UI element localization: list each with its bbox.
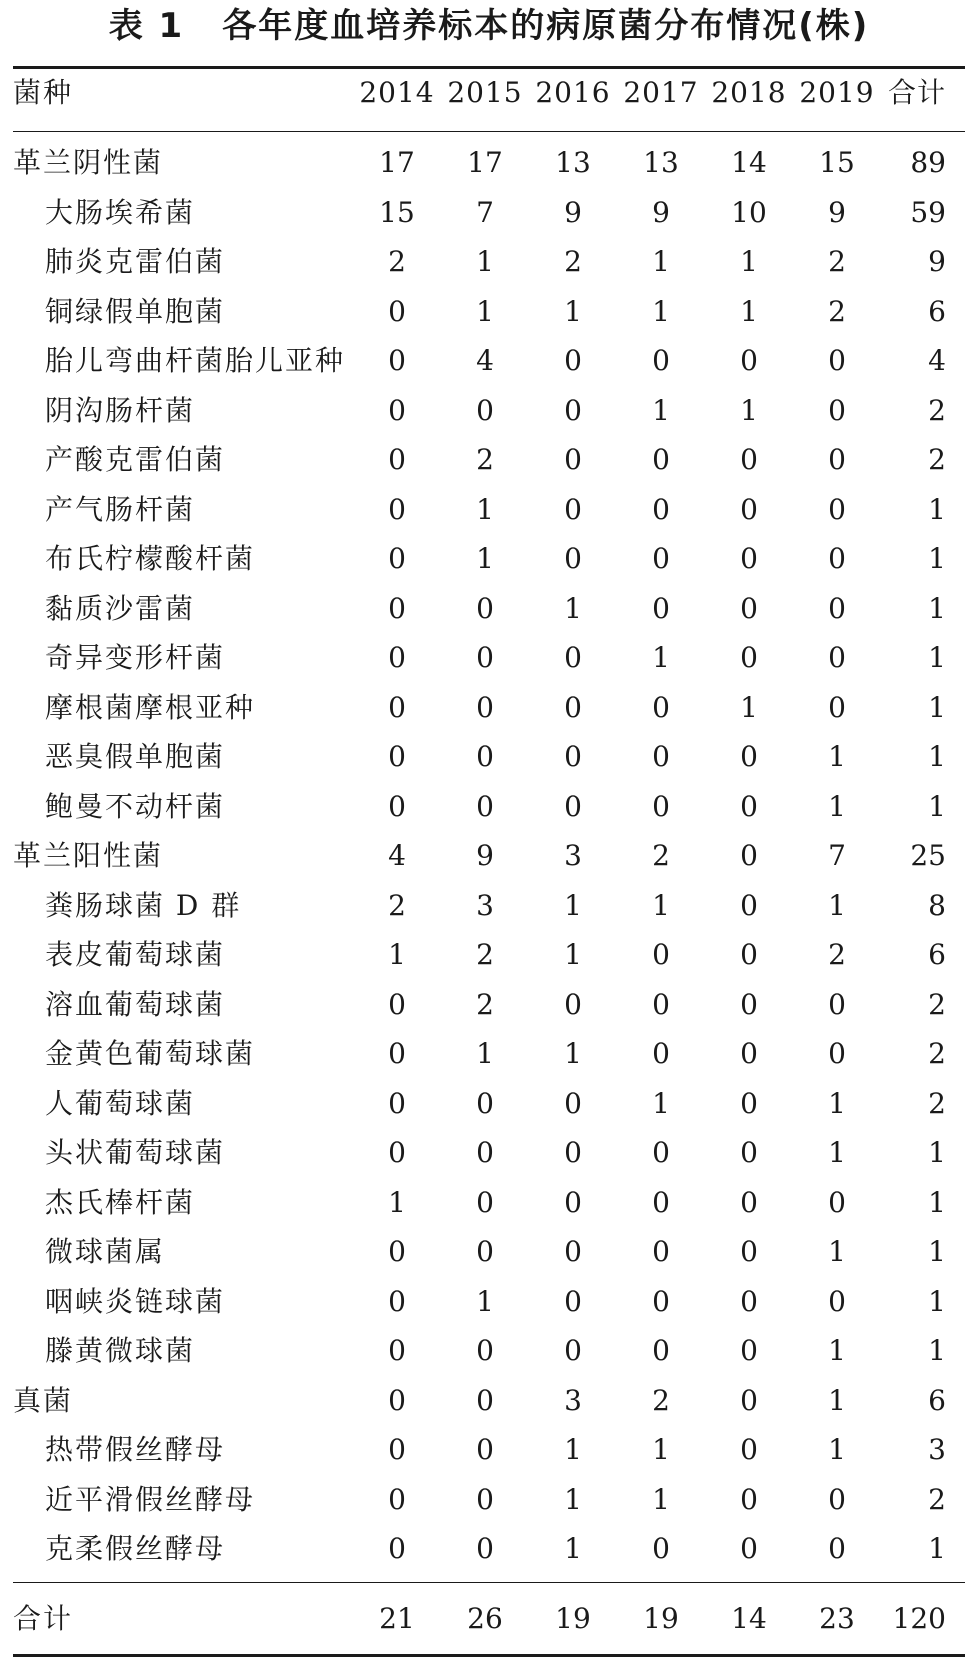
count-cell-2014: 0 [388, 740, 406, 773]
count-cell-2018: 1 [740, 394, 758, 427]
count-cell-2016: 13 [555, 146, 591, 179]
count-cell-2018: 0 [740, 1136, 758, 1169]
count-cell-2019: 0 [828, 344, 846, 377]
count-cell-2017: 0 [652, 988, 670, 1021]
count-cell-2019: 0 [828, 988, 846, 1021]
header-total: 合计 [887, 76, 946, 109]
count-cell-2016: 0 [564, 691, 582, 724]
species-name: 表皮葡萄球菌 [45, 938, 226, 971]
count-cell-2015: 1 [476, 493, 494, 526]
count-cell-2014: 0 [388, 1136, 406, 1169]
count-cell-2019: 0 [828, 493, 846, 526]
species-row [0, 1475, 978, 1525]
count-cell-2016: 0 [564, 542, 582, 575]
species-row [0, 1425, 978, 1475]
species-row [0, 683, 978, 733]
count-cell-2015: 1 [476, 542, 494, 575]
count-cell-2015: 2 [476, 443, 494, 476]
count-cell-2014: 1 [388, 938, 406, 971]
species-name: 热带假丝酵母 [45, 1433, 226, 1466]
count-cell-2016: 1 [564, 295, 582, 328]
count-cell-2015: 0 [476, 1334, 494, 1367]
count-cell-2019: 1 [828, 1235, 846, 1268]
row-total-cell: 1 [928, 493, 946, 526]
count-cell-2015: 1 [476, 295, 494, 328]
header-rule [13, 131, 965, 132]
count-cell-2017: 1 [652, 394, 670, 427]
count-cell-2014: 17 [379, 146, 415, 179]
count-cell-2016: 0 [564, 394, 582, 427]
count-cell-2019: 2 [828, 295, 846, 328]
count-cell-2017: 0 [652, 542, 670, 575]
count-cell-2014: 0 [388, 443, 406, 476]
count-cell-2014: 0 [388, 1433, 406, 1466]
count-cell-2018: 0 [740, 1087, 758, 1120]
row-total-cell: 1 [928, 740, 946, 773]
count-cell-2014: 0 [388, 988, 406, 1021]
row-total-cell: 1 [928, 542, 946, 575]
count-cell-2015: 0 [476, 1087, 494, 1120]
count-cell-2015: 4 [476, 344, 494, 377]
count-cell-2016: 9 [564, 196, 582, 229]
count-cell-2014: 2 [388, 245, 406, 278]
species-row [0, 485, 978, 535]
species-row [0, 782, 978, 832]
count-cell-2018: 0 [740, 889, 758, 922]
species-row [0, 534, 978, 584]
count-cell-2017: 1 [652, 245, 670, 278]
species-name: 近平滑假丝酵母 [45, 1483, 256, 1516]
count-cell-2014: 0 [388, 1087, 406, 1120]
category-row [0, 831, 978, 881]
count-cell-2014: 0 [388, 691, 406, 724]
row-total-cell: 4 [928, 344, 946, 377]
header-year-2017: 2017 [623, 76, 699, 109]
species-name: 铜绿假单胞菌 [45, 295, 226, 328]
category-name: 革兰阴性菌 [13, 146, 164, 179]
count-cell-2016: 0 [564, 988, 582, 1021]
count-cell-2019: 0 [828, 691, 846, 724]
count-cell-2019: 1 [828, 1433, 846, 1466]
species-name: 产酸克雷伯菌 [45, 443, 226, 476]
count-cell-2018: 0 [740, 493, 758, 526]
count-cell-2015: 0 [476, 1532, 494, 1565]
species-name: 黏质沙雷菌 [45, 592, 196, 625]
table-title [0, 4, 978, 48]
count-cell-2018: 1 [740, 295, 758, 328]
species-name: 大肠埃希菌 [45, 196, 196, 229]
count-cell-2015: 0 [476, 790, 494, 823]
table-caption: 各年度血培养标本的病原菌分布情况(株) [222, 6, 870, 46]
count-cell-2017: 2 [652, 839, 670, 872]
count-cell-2016: 0 [564, 344, 582, 377]
count-cell-2014: 0 [388, 790, 406, 823]
count-cell-2019: 9 [828, 196, 846, 229]
total-row [0, 1594, 978, 1644]
count-cell-2015: 1 [476, 1285, 494, 1318]
count-cell-2017: 0 [652, 740, 670, 773]
count-cell-2015: 0 [476, 394, 494, 427]
species-row [0, 1029, 978, 1079]
row-total-cell: 2 [928, 443, 946, 476]
species-row [0, 1079, 978, 1129]
count-cell-2016: 0 [564, 1136, 582, 1169]
count-cell-2016: 0 [564, 641, 582, 674]
count-cell-2016: 0 [564, 740, 582, 773]
count-cell-2018: 0 [740, 1235, 758, 1268]
count-cell-2018: 10 [731, 196, 767, 229]
species-name: 奇异变形杆菌 [45, 641, 226, 674]
count-cell-2017: 1 [652, 641, 670, 674]
count-cell-2016: 2 [564, 245, 582, 278]
count-cell-2016: 0 [564, 443, 582, 476]
count-cell-2018: 0 [740, 542, 758, 575]
count-cell-2015: 0 [476, 691, 494, 724]
count-cell-2015: 0 [476, 1235, 494, 1268]
species-name: 人葡萄球菌 [45, 1087, 196, 1120]
species-name: 杰氏棒杆菌 [45, 1186, 196, 1219]
count-cell-2014: 2 [388, 889, 406, 922]
row-total-cell: 2 [928, 1037, 946, 1070]
species-row [0, 1524, 978, 1574]
row-total-cell: 25 [910, 839, 946, 872]
total-row-label: 合计 [13, 1602, 74, 1635]
row-total-cell: 1 [928, 790, 946, 823]
total-2018: 14 [731, 1602, 767, 1635]
row-total-cell: 1 [928, 1136, 946, 1169]
species-name: 阴沟肠杆菌 [45, 394, 196, 427]
count-cell-2016: 0 [564, 1235, 582, 1268]
count-cell-2015: 2 [476, 938, 494, 971]
category-row [0, 1376, 978, 1426]
species-row [0, 188, 978, 238]
count-cell-2017: 1 [652, 889, 670, 922]
row-total-cell: 3 [928, 1433, 946, 1466]
count-cell-2015: 9 [476, 839, 494, 872]
count-cell-2016: 0 [564, 1186, 582, 1219]
bottom-rule [13, 1654, 965, 1657]
count-cell-2014: 1 [388, 1186, 406, 1219]
count-cell-2017: 1 [652, 295, 670, 328]
count-cell-2017: 1 [652, 1087, 670, 1120]
count-cell-2015: 0 [476, 1136, 494, 1169]
count-cell-2017: 0 [652, 1285, 670, 1318]
species-name: 产气肠杆菌 [45, 493, 196, 526]
count-cell-2016: 1 [564, 938, 582, 971]
species-name: 恶臭假单胞菌 [45, 740, 226, 773]
species-name: 摩根菌摩根亚种 [45, 691, 256, 724]
count-cell-2014: 0 [388, 1532, 406, 1565]
count-cell-2015: 0 [476, 641, 494, 674]
row-total-cell: 8 [928, 889, 946, 922]
total-rule [13, 1582, 965, 1583]
species-name: 微球菌属 [45, 1235, 166, 1268]
species-row [0, 435, 978, 485]
header-year-2018: 2018 [711, 76, 787, 109]
species-row [0, 1227, 978, 1277]
count-cell-2018: 0 [740, 839, 758, 872]
count-cell-2018: 0 [740, 344, 758, 377]
count-cell-2014: 0 [388, 1235, 406, 1268]
count-cell-2019: 2 [828, 245, 846, 278]
count-cell-2019: 0 [828, 1285, 846, 1318]
species-name: 滕黄微球菌 [45, 1334, 196, 1367]
species-row [0, 287, 978, 337]
count-cell-2017: 0 [652, 344, 670, 377]
row-total-cell: 59 [910, 196, 946, 229]
count-cell-2016: 1 [564, 1532, 582, 1565]
count-cell-2016: 1 [564, 1483, 582, 1516]
count-cell-2015: 7 [476, 196, 494, 229]
header-year-2015: 2015 [447, 76, 523, 109]
total-2019: 23 [819, 1602, 855, 1635]
row-total-cell: 2 [928, 1483, 946, 1516]
category-row [0, 138, 978, 188]
count-cell-2017: 0 [652, 592, 670, 625]
count-cell-2017: 0 [652, 790, 670, 823]
count-cell-2019: 0 [828, 443, 846, 476]
count-cell-2017: 0 [652, 1136, 670, 1169]
header-species: 菌种 [13, 76, 74, 109]
count-cell-2018: 0 [740, 1186, 758, 1219]
count-cell-2014: 0 [388, 1483, 406, 1516]
count-cell-2016: 0 [564, 790, 582, 823]
count-cell-2018: 0 [740, 641, 758, 674]
count-cell-2015: 0 [476, 1186, 494, 1219]
species-name: 胎儿弯曲杆菌胎儿亚种 [45, 344, 346, 377]
species-name: 肺炎克雷伯菌 [45, 245, 226, 278]
count-cell-2015: 0 [476, 1384, 494, 1417]
count-cell-2019: 15 [819, 146, 855, 179]
count-cell-2018: 0 [740, 740, 758, 773]
count-cell-2014: 0 [388, 1334, 406, 1367]
total-2017: 19 [643, 1602, 679, 1635]
count-cell-2019: 0 [828, 542, 846, 575]
count-cell-2017: 0 [652, 1334, 670, 1367]
count-cell-2019: 0 [828, 1037, 846, 1070]
count-cell-2019: 1 [828, 1384, 846, 1417]
count-cell-2018: 14 [731, 146, 767, 179]
count-cell-2019: 0 [828, 592, 846, 625]
count-cell-2019: 0 [828, 394, 846, 427]
count-cell-2018: 0 [740, 1384, 758, 1417]
species-name: 鲍曼不动杆菌 [45, 790, 226, 823]
species-name: 咽峡炎链球菌 [45, 1285, 226, 1318]
count-cell-2017: 0 [652, 938, 670, 971]
species-row [0, 386, 978, 436]
count-cell-2017: 0 [652, 443, 670, 476]
count-cell-2014: 15 [379, 196, 415, 229]
count-cell-2016: 3 [564, 839, 582, 872]
row-total-cell: 9 [928, 245, 946, 278]
species-row [0, 1178, 978, 1228]
count-cell-2019: 1 [828, 1136, 846, 1169]
species-row [0, 732, 978, 782]
count-cell-2019: 2 [828, 938, 846, 971]
species-row [0, 980, 978, 1030]
count-cell-2014: 0 [388, 1037, 406, 1070]
grand-total: 120 [892, 1602, 946, 1635]
count-cell-2018: 0 [740, 1532, 758, 1565]
count-cell-2016: 1 [564, 1433, 582, 1466]
category-name: 革兰阳性菌 [13, 839, 164, 872]
species-row [0, 237, 978, 287]
count-cell-2017: 0 [652, 1532, 670, 1565]
row-total-cell: 1 [928, 1532, 946, 1565]
count-cell-2018: 0 [740, 988, 758, 1021]
row-total-cell: 2 [928, 1087, 946, 1120]
count-cell-2014: 0 [388, 295, 406, 328]
species-name: 金黄色葡萄球菌 [45, 1037, 256, 1070]
count-cell-2017: 9 [652, 196, 670, 229]
count-cell-2015: 3 [476, 889, 494, 922]
table-header-row [0, 68, 978, 118]
count-cell-2018: 0 [740, 1334, 758, 1367]
count-cell-2018: 0 [740, 1483, 758, 1516]
row-total-cell: 1 [928, 1285, 946, 1318]
count-cell-2015: 0 [476, 740, 494, 773]
count-cell-2016: 3 [564, 1384, 582, 1417]
count-cell-2015: 17 [467, 146, 503, 179]
species-name: 头状葡萄球菌 [45, 1136, 226, 1169]
count-cell-2015: 2 [476, 988, 494, 1021]
count-cell-2018: 0 [740, 1433, 758, 1466]
count-cell-2018: 0 [740, 1285, 758, 1318]
category-name: 真菌 [13, 1384, 74, 1417]
species-row [0, 584, 978, 634]
count-cell-2014: 0 [388, 1285, 406, 1318]
count-cell-2014: 0 [388, 493, 406, 526]
count-cell-2014: 0 [388, 592, 406, 625]
row-total-cell: 1 [928, 1235, 946, 1268]
count-cell-2016: 1 [564, 1037, 582, 1070]
count-cell-2017: 1 [652, 1433, 670, 1466]
row-total-cell: 6 [928, 1384, 946, 1417]
count-cell-2015: 0 [476, 1483, 494, 1516]
count-cell-2016: 0 [564, 1334, 582, 1367]
count-cell-2016: 0 [564, 493, 582, 526]
count-cell-2019: 1 [828, 889, 846, 922]
row-total-cell: 1 [928, 592, 946, 625]
count-cell-2019: 0 [828, 1483, 846, 1516]
count-cell-2018: 0 [740, 790, 758, 823]
species-row [0, 1128, 978, 1178]
species-row [0, 1277, 978, 1327]
count-cell-2014: 0 [388, 1384, 406, 1417]
total-2015: 26 [467, 1602, 503, 1635]
count-cell-2017: 0 [652, 1037, 670, 1070]
count-cell-2018: 0 [740, 1037, 758, 1070]
header-year-2019: 2019 [799, 76, 875, 109]
species-row [0, 633, 978, 683]
row-total-cell: 6 [928, 938, 946, 971]
count-cell-2017: 0 [652, 691, 670, 724]
count-cell-2019: 7 [828, 839, 846, 872]
count-cell-2015: 1 [476, 245, 494, 278]
species-name: 布氏柠檬酸杆菌 [45, 542, 256, 575]
count-cell-2016: 0 [564, 1285, 582, 1318]
row-total-cell: 1 [928, 1334, 946, 1367]
row-total-cell: 2 [928, 394, 946, 427]
count-cell-2019: 1 [828, 740, 846, 773]
row-total-cell: 6 [928, 295, 946, 328]
count-cell-2018: 0 [740, 938, 758, 971]
count-cell-2017: 13 [643, 146, 679, 179]
count-cell-2016: 1 [564, 592, 582, 625]
count-cell-2016: 0 [564, 1087, 582, 1120]
row-total-cell: 2 [928, 988, 946, 1021]
table-number: 表 1 [108, 6, 185, 46]
count-cell-2019: 0 [828, 641, 846, 674]
species-row [0, 930, 978, 980]
row-total-cell: 89 [910, 146, 946, 179]
count-cell-2014: 0 [388, 542, 406, 575]
total-2016: 19 [555, 1602, 591, 1635]
count-cell-2019: 1 [828, 790, 846, 823]
count-cell-2018: 0 [740, 443, 758, 476]
row-total-cell: 1 [928, 1186, 946, 1219]
count-cell-2019: 0 [828, 1532, 846, 1565]
header-year-2014: 2014 [359, 76, 435, 109]
species-name: 克柔假丝酵母 [45, 1532, 226, 1565]
count-cell-2017: 0 [652, 1186, 670, 1219]
count-cell-2014: 4 [388, 839, 406, 872]
species-name: 粪肠球菌 D 群 [45, 889, 242, 922]
species-row [0, 1326, 978, 1376]
count-cell-2019: 0 [828, 1186, 846, 1219]
count-cell-2019: 1 [828, 1087, 846, 1120]
count-cell-2017: 0 [652, 1235, 670, 1268]
row-total-cell: 1 [928, 641, 946, 674]
count-cell-2017: 0 [652, 493, 670, 526]
row-total-cell: 1 [928, 691, 946, 724]
header-year-2016: 2016 [535, 76, 611, 109]
count-cell-2014: 0 [388, 641, 406, 674]
count-cell-2014: 0 [388, 344, 406, 377]
count-cell-2019: 1 [828, 1334, 846, 1367]
count-cell-2015: 0 [476, 1433, 494, 1466]
count-cell-2018: 1 [740, 245, 758, 278]
count-cell-2018: 1 [740, 691, 758, 724]
species-row [0, 336, 978, 386]
count-cell-2017: 1 [652, 1483, 670, 1516]
count-cell-2014: 0 [388, 394, 406, 427]
species-name: 溶血葡萄球菌 [45, 988, 226, 1021]
total-2014: 21 [379, 1602, 415, 1635]
count-cell-2015: 0 [476, 592, 494, 625]
count-cell-2018: 0 [740, 592, 758, 625]
count-cell-2017: 2 [652, 1384, 670, 1417]
count-cell-2016: 1 [564, 889, 582, 922]
count-cell-2015: 1 [476, 1037, 494, 1070]
species-row [0, 881, 978, 931]
